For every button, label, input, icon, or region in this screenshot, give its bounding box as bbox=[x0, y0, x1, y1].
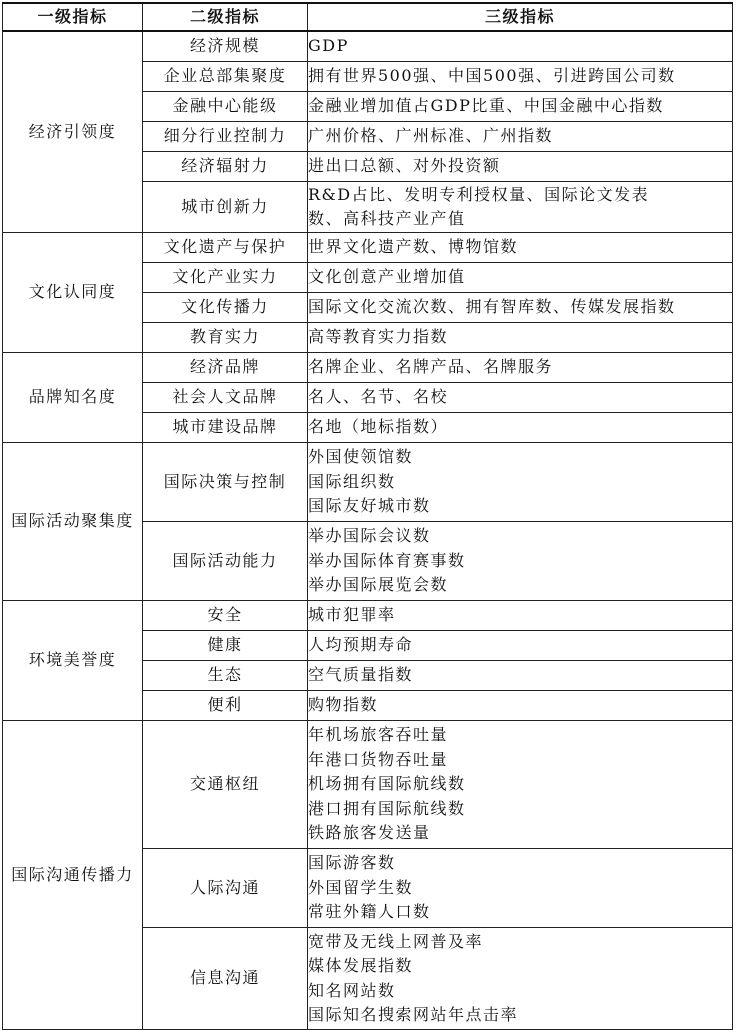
level3-line: 举办国际展览会数 bbox=[308, 575, 449, 595]
level3-indicators bbox=[308, 691, 733, 721]
indicator-table bbox=[2, 2, 733, 1030]
level1-indicator: 品牌知名度 bbox=[3, 353, 143, 443]
level2-indicator: 人际沟通 bbox=[143, 849, 308, 928]
header-level3: 三级指标 bbox=[308, 3, 733, 31]
level2-indicator: 经济品牌 bbox=[143, 353, 308, 383]
level3-indicators bbox=[308, 263, 733, 293]
level3-line: 高等教育实力指数 bbox=[308, 327, 449, 347]
level3-indicators bbox=[308, 182, 733, 233]
level3-indicators bbox=[308, 122, 733, 152]
header-level1: 一级指标 bbox=[3, 3, 143, 31]
level3-indicators bbox=[308, 721, 733, 849]
level1-indicator: 国际沟通传播力 bbox=[3, 721, 143, 1030]
level3-line: 国际友好城市数 bbox=[308, 496, 431, 516]
level3-line: 城市犯罪率 bbox=[308, 605, 396, 625]
level3-line: 宽带及无线上网普及率 bbox=[308, 931, 484, 951]
table-row bbox=[3, 31, 733, 62]
level3-line: 国际文化交流次数、拥有智库数、传媒发展指数 bbox=[308, 297, 676, 317]
level2-indicator: 健康 bbox=[143, 631, 308, 661]
level3-line: 文化创意产业增加值 bbox=[308, 267, 466, 287]
level3-line: 国际组织数 bbox=[308, 471, 396, 491]
level3-indicators bbox=[308, 293, 733, 323]
level1-indicator: 经济引领度 bbox=[3, 31, 143, 233]
level3-indicators bbox=[308, 413, 733, 443]
level3-line: 机场拥有国际航线数 bbox=[308, 774, 466, 794]
level2-indicator: 经济辐射力 bbox=[143, 152, 308, 182]
level1-indicator: 文化认同度 bbox=[3, 233, 143, 353]
level3-line: 外国留学生数 bbox=[308, 877, 414, 897]
level3-indicators bbox=[308, 353, 733, 383]
level3-line: 媒体发展指数 bbox=[308, 956, 414, 975]
level3-line: 外国使领馆数 bbox=[308, 447, 414, 467]
level2-indicator: 文化传播力 bbox=[143, 293, 308, 323]
level2-indicator: 经济规模 bbox=[143, 31, 308, 62]
level2-indicator: 企业总部集聚度 bbox=[143, 62, 308, 92]
table-row bbox=[3, 233, 733, 263]
level1-indicator: 环境美誉度 bbox=[3, 601, 143, 721]
level3-line: 国际知名搜索网站年点击率 bbox=[308, 1005, 519, 1024]
header-level2: 二级指标 bbox=[143, 3, 308, 31]
level3-line: 广州价格、广州标准、广州指数 bbox=[308, 126, 554, 146]
level3-line: 举办国际会议数 bbox=[308, 526, 431, 546]
level3-indicators bbox=[308, 928, 733, 1030]
level3-indicators bbox=[308, 522, 733, 601]
level2-indicator: 信息沟通 bbox=[143, 928, 308, 1030]
level3-indicators bbox=[308, 631, 733, 661]
level3-indicators bbox=[308, 443, 733, 522]
level1-indicator: 国际活动聚集度 bbox=[3, 443, 143, 601]
level2-indicator: 生态 bbox=[143, 661, 308, 691]
level3-line: 常驻外籍人口数 bbox=[308, 902, 431, 922]
table-row bbox=[3, 443, 733, 522]
level3-line: 金融业增加值占GDP比重、中国金融中心指数 bbox=[308, 96, 664, 116]
level3-indicators bbox=[308, 92, 733, 122]
level3-line: 名人、名节、名校 bbox=[308, 387, 449, 407]
level3-indicators bbox=[308, 601, 733, 631]
level3-line: 铁路旅客发送量 bbox=[308, 823, 431, 843]
level3-line: 进出口总额、对外投资额 bbox=[308, 156, 501, 176]
level3-indicators bbox=[308, 233, 733, 263]
table-row bbox=[3, 601, 733, 631]
level3-indicators bbox=[308, 152, 733, 182]
level3-indicators bbox=[308, 661, 733, 691]
level3-line: 世界文化遗产数、博物馆数 bbox=[308, 237, 519, 257]
level2-indicator: 安全 bbox=[143, 601, 308, 631]
level3-line: R&D占比、发明专利授权量、国际论文发表 bbox=[308, 184, 650, 204]
level3-line: 港口拥有国际航线数 bbox=[308, 798, 466, 818]
level2-indicator: 国际决策与控制 bbox=[143, 443, 308, 522]
table-row bbox=[3, 721, 733, 849]
level2-indicator: 教育实力 bbox=[143, 323, 308, 353]
level2-indicator: 文化产业实力 bbox=[143, 263, 308, 293]
table-header bbox=[3, 3, 733, 31]
level3-indicators bbox=[308, 849, 733, 928]
level2-indicator: 便利 bbox=[143, 691, 308, 721]
level3-line: 名地（地标指数） bbox=[308, 417, 449, 437]
level3-indicators bbox=[308, 383, 733, 413]
level3-line: 空气质量指数 bbox=[308, 665, 414, 685]
level2-indicator: 文化遗产与保护 bbox=[143, 233, 308, 263]
level2-indicator: 社会人文品牌 bbox=[143, 383, 308, 413]
level2-indicator: 国际活动能力 bbox=[143, 522, 308, 601]
level3-indicators bbox=[308, 62, 733, 92]
level3-line: 拥有世界500强、中国500强、引进跨国公司数 bbox=[308, 66, 676, 86]
level3-line: GDP bbox=[308, 36, 349, 56]
table-body bbox=[3, 31, 733, 1030]
table-row bbox=[3, 353, 733, 383]
level2-indicator: 金融中心能级 bbox=[143, 92, 308, 122]
level2-indicator: 城市创新力 bbox=[143, 182, 308, 233]
level3-line: 年港口货物吞吐量 bbox=[308, 749, 449, 769]
level2-indicator: 细分行业控制力 bbox=[143, 122, 308, 152]
level3-line: 年机场旅客吞吐量 bbox=[308, 725, 449, 745]
level3-indicators bbox=[308, 323, 733, 353]
level3-line: 举办国际体育赛事数 bbox=[308, 550, 466, 570]
level3-line: 名牌企业、名牌产品、名牌服务 bbox=[308, 357, 554, 377]
level3-line: 购物指数 bbox=[308, 695, 379, 715]
level3-line: 数、高科技产业产值 bbox=[308, 209, 466, 228]
level3-line: 人均预期寿命 bbox=[308, 635, 414, 655]
level3-line: 知名网站数 bbox=[308, 980, 396, 1000]
level2-indicator: 城市建设品牌 bbox=[143, 413, 308, 443]
level2-indicator: 交通枢纽 bbox=[143, 721, 308, 849]
level3-indicators bbox=[308, 31, 733, 62]
level3-line: 国际游客数 bbox=[308, 853, 396, 873]
